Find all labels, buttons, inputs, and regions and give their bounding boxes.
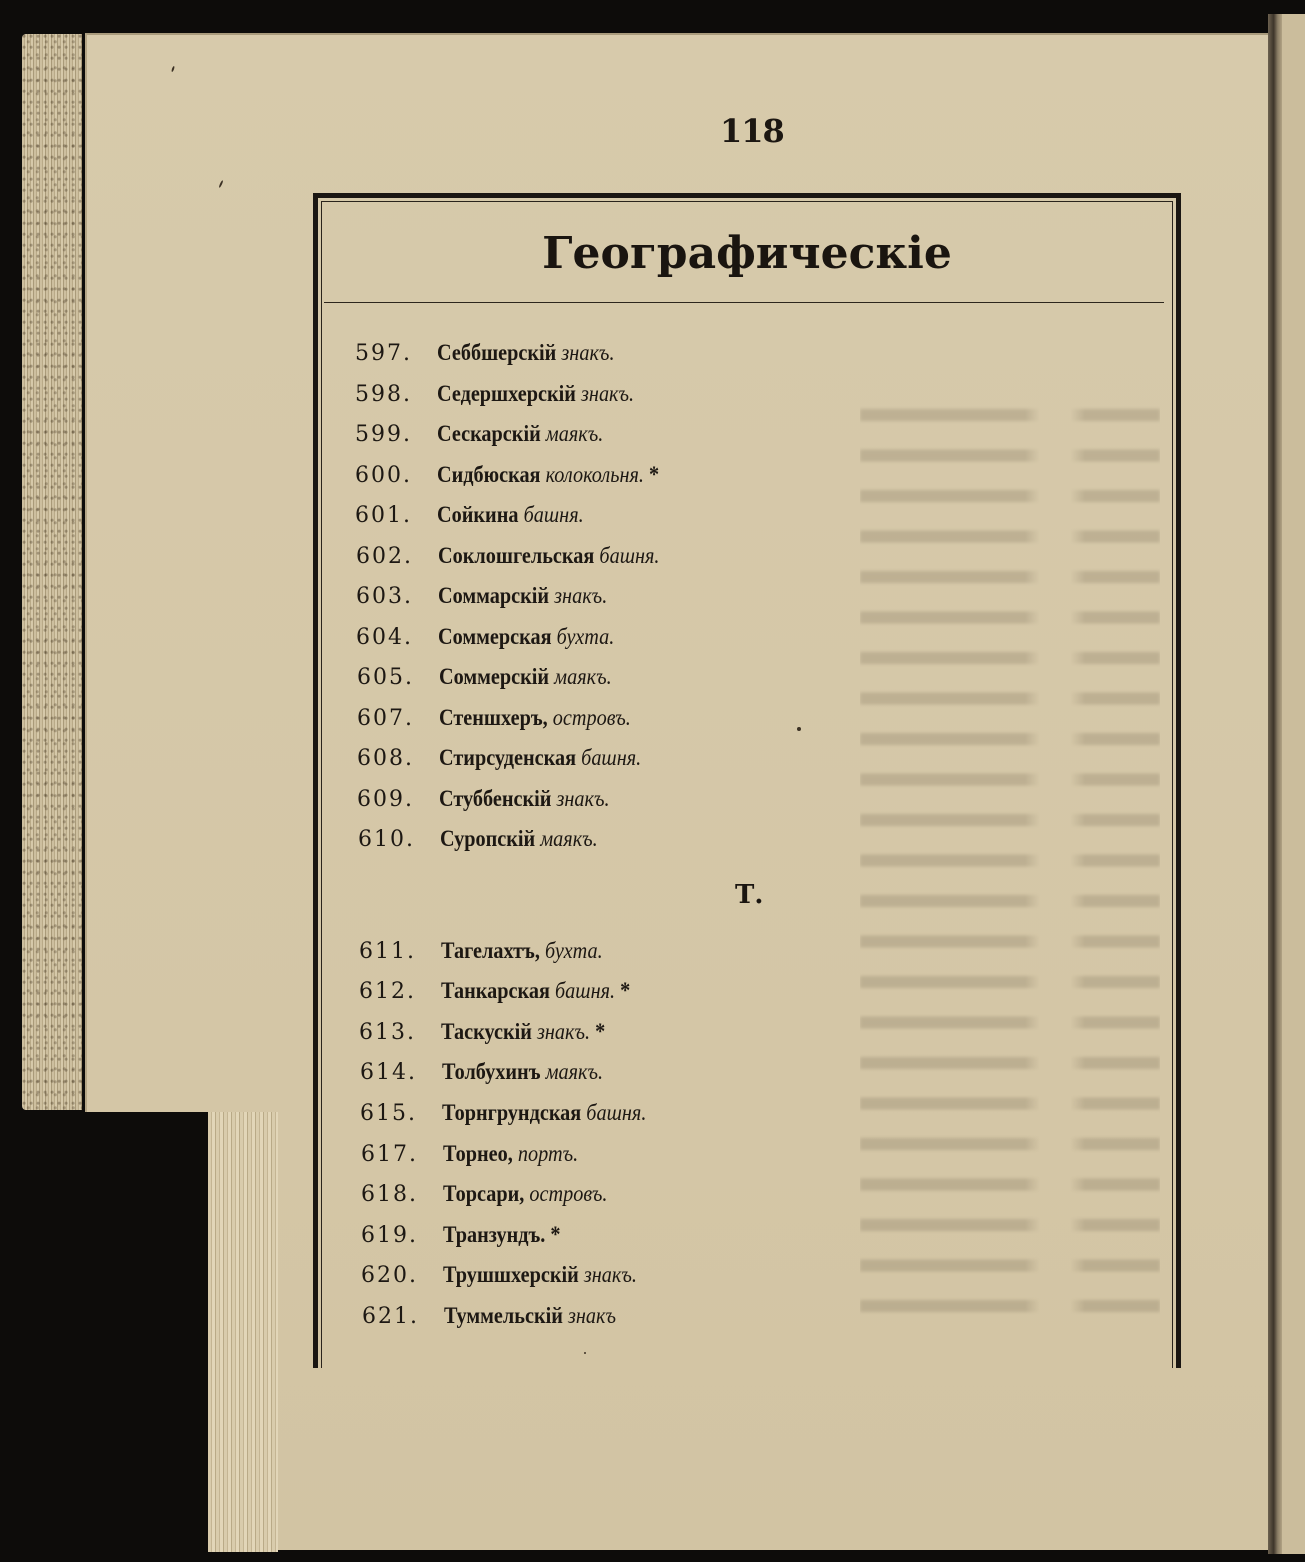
entry-number: 617.: [361, 1142, 418, 1167]
entry-kind: островъ.: [552, 705, 631, 730]
entry-name: Себбшерскій знакъ.: [437, 340, 615, 365]
index-entry: [359, 978, 656, 1008]
entry-number: 601.: [355, 503, 412, 528]
index-entry: [355, 421, 626, 451]
book-gutter: [1268, 14, 1282, 1554]
entry-name: Соммарскій знакъ.: [438, 583, 608, 608]
entry-name: Туммельскій знакъ: [444, 1303, 616, 1328]
entry-name: Стеншхеръ, островъ.: [439, 705, 631, 730]
entry-kind: маякъ.: [545, 1059, 604, 1084]
entry-number: 597.: [355, 341, 412, 366]
entry-number: 599.: [355, 422, 412, 447]
entry-number: 600.: [355, 463, 412, 488]
entry-name: Трушшхерскій знакъ.: [443, 1262, 637, 1287]
section-letter: Т.: [735, 880, 764, 910]
index-entry: [361, 1262, 663, 1292]
entry-name: Торнео, портъ.: [443, 1141, 579, 1166]
entry-name: Седершхерскій знакъ.: [437, 381, 635, 406]
entry-name: Торнгрундская башня.: [442, 1100, 647, 1125]
entry-number: 615.: [360, 1101, 417, 1126]
index-entry: [361, 1181, 630, 1211]
entry-name: Транзундъ. *: [443, 1222, 561, 1247]
entry-kind: маякъ.: [545, 421, 604, 446]
entry-kind: знакъ.: [556, 786, 610, 811]
index-entry: [361, 1222, 577, 1252]
facing-page-edge: [1282, 14, 1305, 1554]
index-entry: [358, 826, 619, 856]
page-title: Географическіе: [542, 228, 952, 279]
entry-name: Соммерская бухта.: [438, 624, 615, 649]
entry-kind: знакъ.: [554, 583, 608, 608]
entry-number: 618.: [361, 1182, 418, 1207]
entry-number: 603.: [356, 584, 413, 609]
entry-number: 608.: [357, 746, 414, 771]
index-entry: [357, 705, 657, 735]
entry-kind: бухта.: [544, 938, 603, 963]
entry-kind: знакъ.: [581, 381, 635, 406]
entry-name: Сескарскій маякъ.: [437, 421, 604, 446]
entry-name: Суропскій маякъ.: [440, 826, 598, 851]
index-entry: [360, 1100, 674, 1130]
entry-kind: колокольня.: [545, 462, 644, 487]
entry-name: Соклошгельская башня.: [438, 543, 660, 568]
entry-name: Соммерскій маякъ.: [439, 664, 612, 689]
entry-number: 607.: [357, 706, 414, 731]
entry-kind: маякъ.: [540, 826, 598, 851]
entry-kind: знакъ.: [583, 1262, 637, 1287]
entry-name: Сидбюская колокольня. *: [437, 462, 660, 487]
index-entry: [359, 1019, 628, 1049]
index-entry: [362, 1303, 639, 1333]
entry-name: Таскускій знакъ. *: [441, 1019, 606, 1044]
entry-name: Стирсуденская башня.: [439, 745, 642, 770]
index-entry: [360, 1059, 625, 1089]
entry-kind: знакъ.: [536, 1019, 591, 1044]
entry-number: 613.: [359, 1020, 416, 1045]
entry-kind: башня.: [586, 1100, 647, 1125]
index-entry: [361, 1141, 597, 1171]
entry-name: Танкарская башня. *: [441, 978, 631, 1003]
entry-number: 604.: [356, 625, 413, 650]
index-entry: [355, 381, 661, 411]
entry-number: 621.: [362, 1304, 419, 1329]
entry-number: 612.: [359, 979, 416, 1004]
index-entry: [355, 502, 604, 532]
index-entry: [356, 543, 690, 573]
page-stack-edge-bottom: [208, 1110, 278, 1552]
entry-number: 620.: [361, 1263, 418, 1288]
index-entry: [355, 462, 689, 492]
entry-name: Стуббенскій знакъ.: [439, 786, 610, 811]
entry-kind: знакъ.: [561, 340, 615, 365]
index-entry: [359, 938, 625, 968]
index-entry: [357, 664, 635, 694]
entry-number: 619.: [361, 1223, 418, 1248]
entry-kind: островъ.: [529, 1181, 608, 1206]
entry-name: Торсари, островъ.: [443, 1181, 608, 1206]
entry-number: 605.: [357, 665, 414, 690]
entry-number: 610.: [358, 827, 415, 852]
entry-kind: маякъ.: [554, 664, 612, 689]
index-entry: [356, 583, 630, 613]
entry-kind: знакъ: [567, 1303, 616, 1328]
entry-kind: башня.: [554, 978, 616, 1003]
entry-kind: башня.: [523, 502, 584, 527]
entry-number: 614.: [360, 1060, 417, 1085]
page-number: 118: [720, 112, 784, 150]
entry-name: Сойкина башня.: [437, 502, 584, 527]
entry-name: Тагелахтъ, бухта.: [441, 938, 603, 963]
title-divider: [324, 302, 1164, 303]
index-entry: [356, 624, 638, 654]
entry-kind: башня.: [581, 745, 642, 770]
entry-number: 609.: [357, 787, 414, 812]
entry-name: Толбухинъ маякъ.: [442, 1059, 604, 1084]
index-entry: [357, 786, 633, 816]
entry-kind: башня.: [599, 543, 660, 568]
entry-kind: портъ.: [517, 1141, 579, 1166]
page-stack-edge-top: [22, 34, 82, 1110]
entry-number: 598.: [355, 382, 412, 407]
index-entry: [357, 745, 669, 775]
index-entry: [355, 340, 639, 370]
entry-number: 602.: [356, 544, 413, 569]
entry-number: 611.: [359, 939, 416, 964]
entry-kind: бухта.: [556, 624, 615, 649]
